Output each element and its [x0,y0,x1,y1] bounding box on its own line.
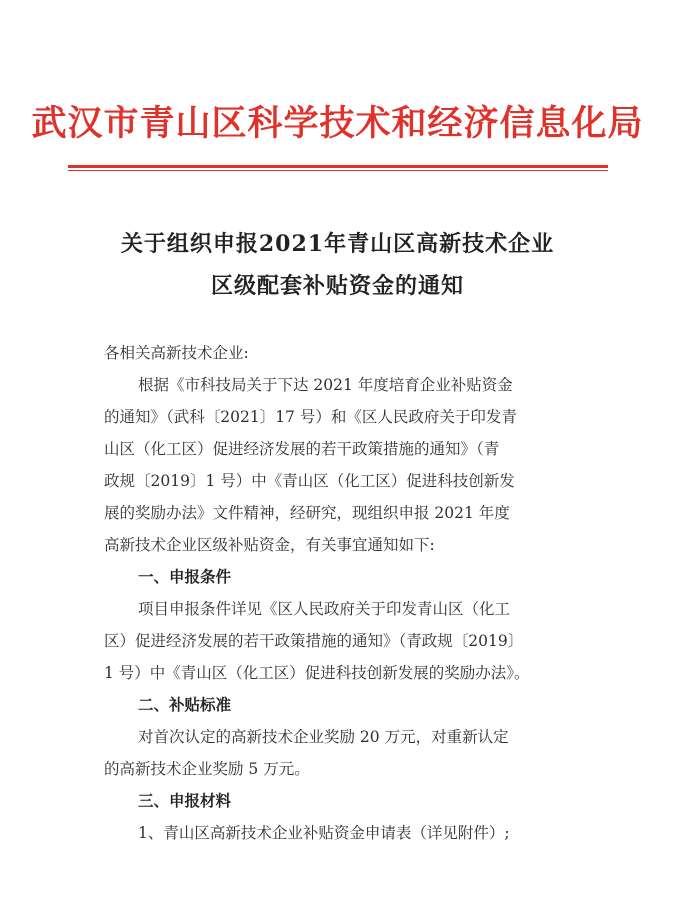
document-title-line-1: 关于组织申报2021年青山区高新技术企业 [120,231,555,257]
red-header-rule-thin [68,170,608,171]
text-line: 对首次认定的高新技术企业奖励 20 万元，对重新认定 [138,728,509,746]
text-line: 展的奖励办法》文件精神，经研究，现组织申报 2021 年度 [104,504,510,522]
section-heading-subsidy: 二、补贴标准 [138,696,232,714]
document-body [104,337,584,849]
red-header-rule-thick [68,165,608,168]
text-line: 的高新技术企业奖励 5 万元。 [104,760,310,778]
list-item-materials-1: 1、青山区高新技术企业补贴资金申请表（详见附件）; [138,824,510,842]
text-line: 区）促进经济发展的若干政策措施的通知》（青政规〔2019〕 [104,632,524,650]
document-title-line-2: 区级配套补贴资金的通知 [210,273,464,299]
text-line: 的通知》（武科〔2021〕17 号）和《区人民政府关于印发青 [104,408,517,426]
issuing-authority-header: 武汉市青山区科学技术和经济信息化局 [31,103,644,144]
text-line: 1 号）中《青山区（化工区）促进科技创新发展的奖励办法》。 [104,664,530,682]
paragraph-conditions [104,593,584,689]
text-line: 项目申报条件详见《区人民政府关于印发青山区（化工 [138,600,511,618]
section-heading-materials: 三、申报材料 [138,792,232,810]
paragraph-subsidy [104,721,584,785]
paragraph-intro [104,369,584,561]
text-line: 根据《市科技局关于下达 2021 年度培育企业补贴资金 [138,376,513,394]
salutation: 各相关高新技术企业: [104,344,249,362]
section-heading-conditions: 一、申报条件 [138,568,232,586]
text-line: 政规〔2019〕1 号）中《青山区（化工区）促进科技创新发 [104,472,515,490]
text-line: 山区（化工区）促进经济发展的若干政策措施的通知》（青 [104,440,500,458]
text-line: 高新技术企业区级补贴资金，有关事宜通知如下: [104,536,435,554]
